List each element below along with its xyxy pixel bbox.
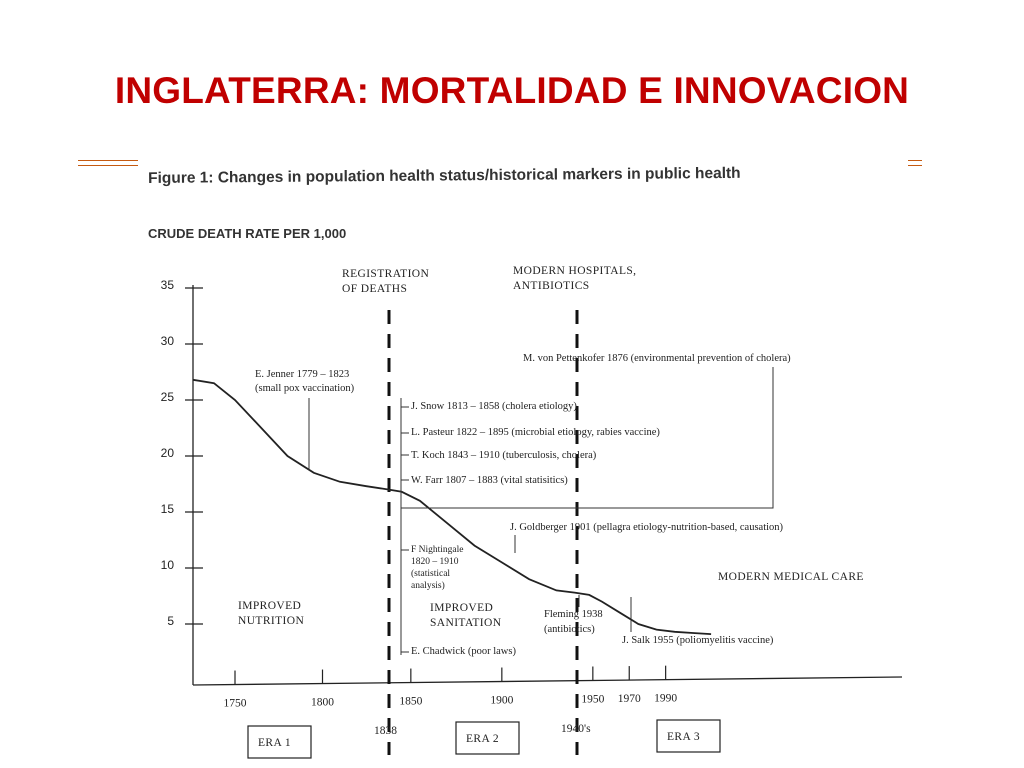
figure-caption: Figure 1: Changes in population health status/historical markers in public health <box>148 164 741 187</box>
annotation-chadwick: E. Chadwick (poor laws) <box>411 646 516 657</box>
y-tick-label: 35 <box>160 278 174 292</box>
y-tick-label: 20 <box>160 446 174 460</box>
y-tick-label: 25 <box>160 390 174 404</box>
y-tick-label: 5 <box>167 614 174 628</box>
era-label-1: ERA 1 <box>258 737 291 749</box>
x-tick-label: 1990 <box>654 692 678 705</box>
marker-year-1838: 1838 <box>374 725 397 737</box>
region-label-modern-care: MODERN MEDICAL CARE <box>718 571 864 583</box>
x-tick-label: 1970 <box>617 693 641 706</box>
slide-title: INGLATERRA: MORTALIDAD E INNOVACION <box>114 70 910 111</box>
region-label-sanitation-line2: SANITATION <box>430 617 502 629</box>
marker-label-hospitals-2: ANTIBIOTICS <box>513 280 590 292</box>
marker-label-registration-1: REGISTRATION <box>342 268 430 280</box>
x-tick-label: 1950 <box>581 693 605 706</box>
annotation-fleming-line2: (antibiotics) <box>544 624 595 635</box>
annotation-salk: J. Salk 1955 (poliomyelitis vaccine) <box>622 635 774 646</box>
y-tick-label: 15 <box>160 502 174 516</box>
marker-label-registration-2: OF DEATHS <box>342 283 408 295</box>
annotation-snow: J. Snow 1813 – 1858 (cholera etiology) <box>411 401 577 412</box>
annotation-nightingale-line1: F Nightingale <box>411 545 464 555</box>
annotation-goldberger: J. Goldberger 1901 (pellagra etiology-nutrition-based, causation) <box>510 522 784 533</box>
y-tick-label: 10 <box>160 558 174 572</box>
era-label-3: ERA 3 <box>667 731 700 743</box>
annotation-koch: T. Koch 1843 – 1910 (tuberculosis, cholera) <box>411 450 597 461</box>
annotation-fleming-line1: Fleming 1938 <box>544 609 603 620</box>
annotation-nightingale-line4: analysis) <box>411 581 445 591</box>
region-label-nutrition-line1: IMPROVED <box>238 600 302 612</box>
region-label-sanitation-line1: IMPROVED <box>430 602 494 614</box>
annotation-jenner-line2: (small pox vaccination) <box>255 383 355 394</box>
x-tick-label: 1850 <box>399 695 423 708</box>
marker-label-hospitals-1: MODERN HOSPITALS, <box>513 265 637 277</box>
x-axis-line <box>193 677 902 685</box>
x-tick-label: 1900 <box>490 694 514 707</box>
annotation-pettenkofer: M. von Pettenkofer 1876 (environmental prevention of cholera) <box>523 353 791 364</box>
era-label-2: ERA 2 <box>466 733 499 745</box>
region-label-nutrition-line2: NUTRITION <box>238 615 305 627</box>
annotation-pasteur: L. Pasteur 1822 – 1895 (microbial etiology, rabies vaccine) <box>411 427 660 438</box>
death-rate-series-line <box>193 380 711 634</box>
annotation-nightingale-line2: 1820 – 1910 <box>411 557 459 567</box>
y-tick-label: 30 <box>160 334 174 348</box>
x-tick-label: 1750 <box>223 697 247 710</box>
y-axis-label: CRUDE DEATH RATE PER 1,000 <box>148 226 347 241</box>
annotation-farr: W. Farr 1807 – 1883 (vital statisitics) <box>411 475 568 486</box>
annotation-nightingale-line3: (statistical <box>411 569 451 579</box>
x-tick-label: 1800 <box>311 696 334 709</box>
annotation-jenner-line1: E. Jenner 1779 – 1823 <box>255 369 350 380</box>
marker-year-1940s: 1940's <box>561 723 591 735</box>
